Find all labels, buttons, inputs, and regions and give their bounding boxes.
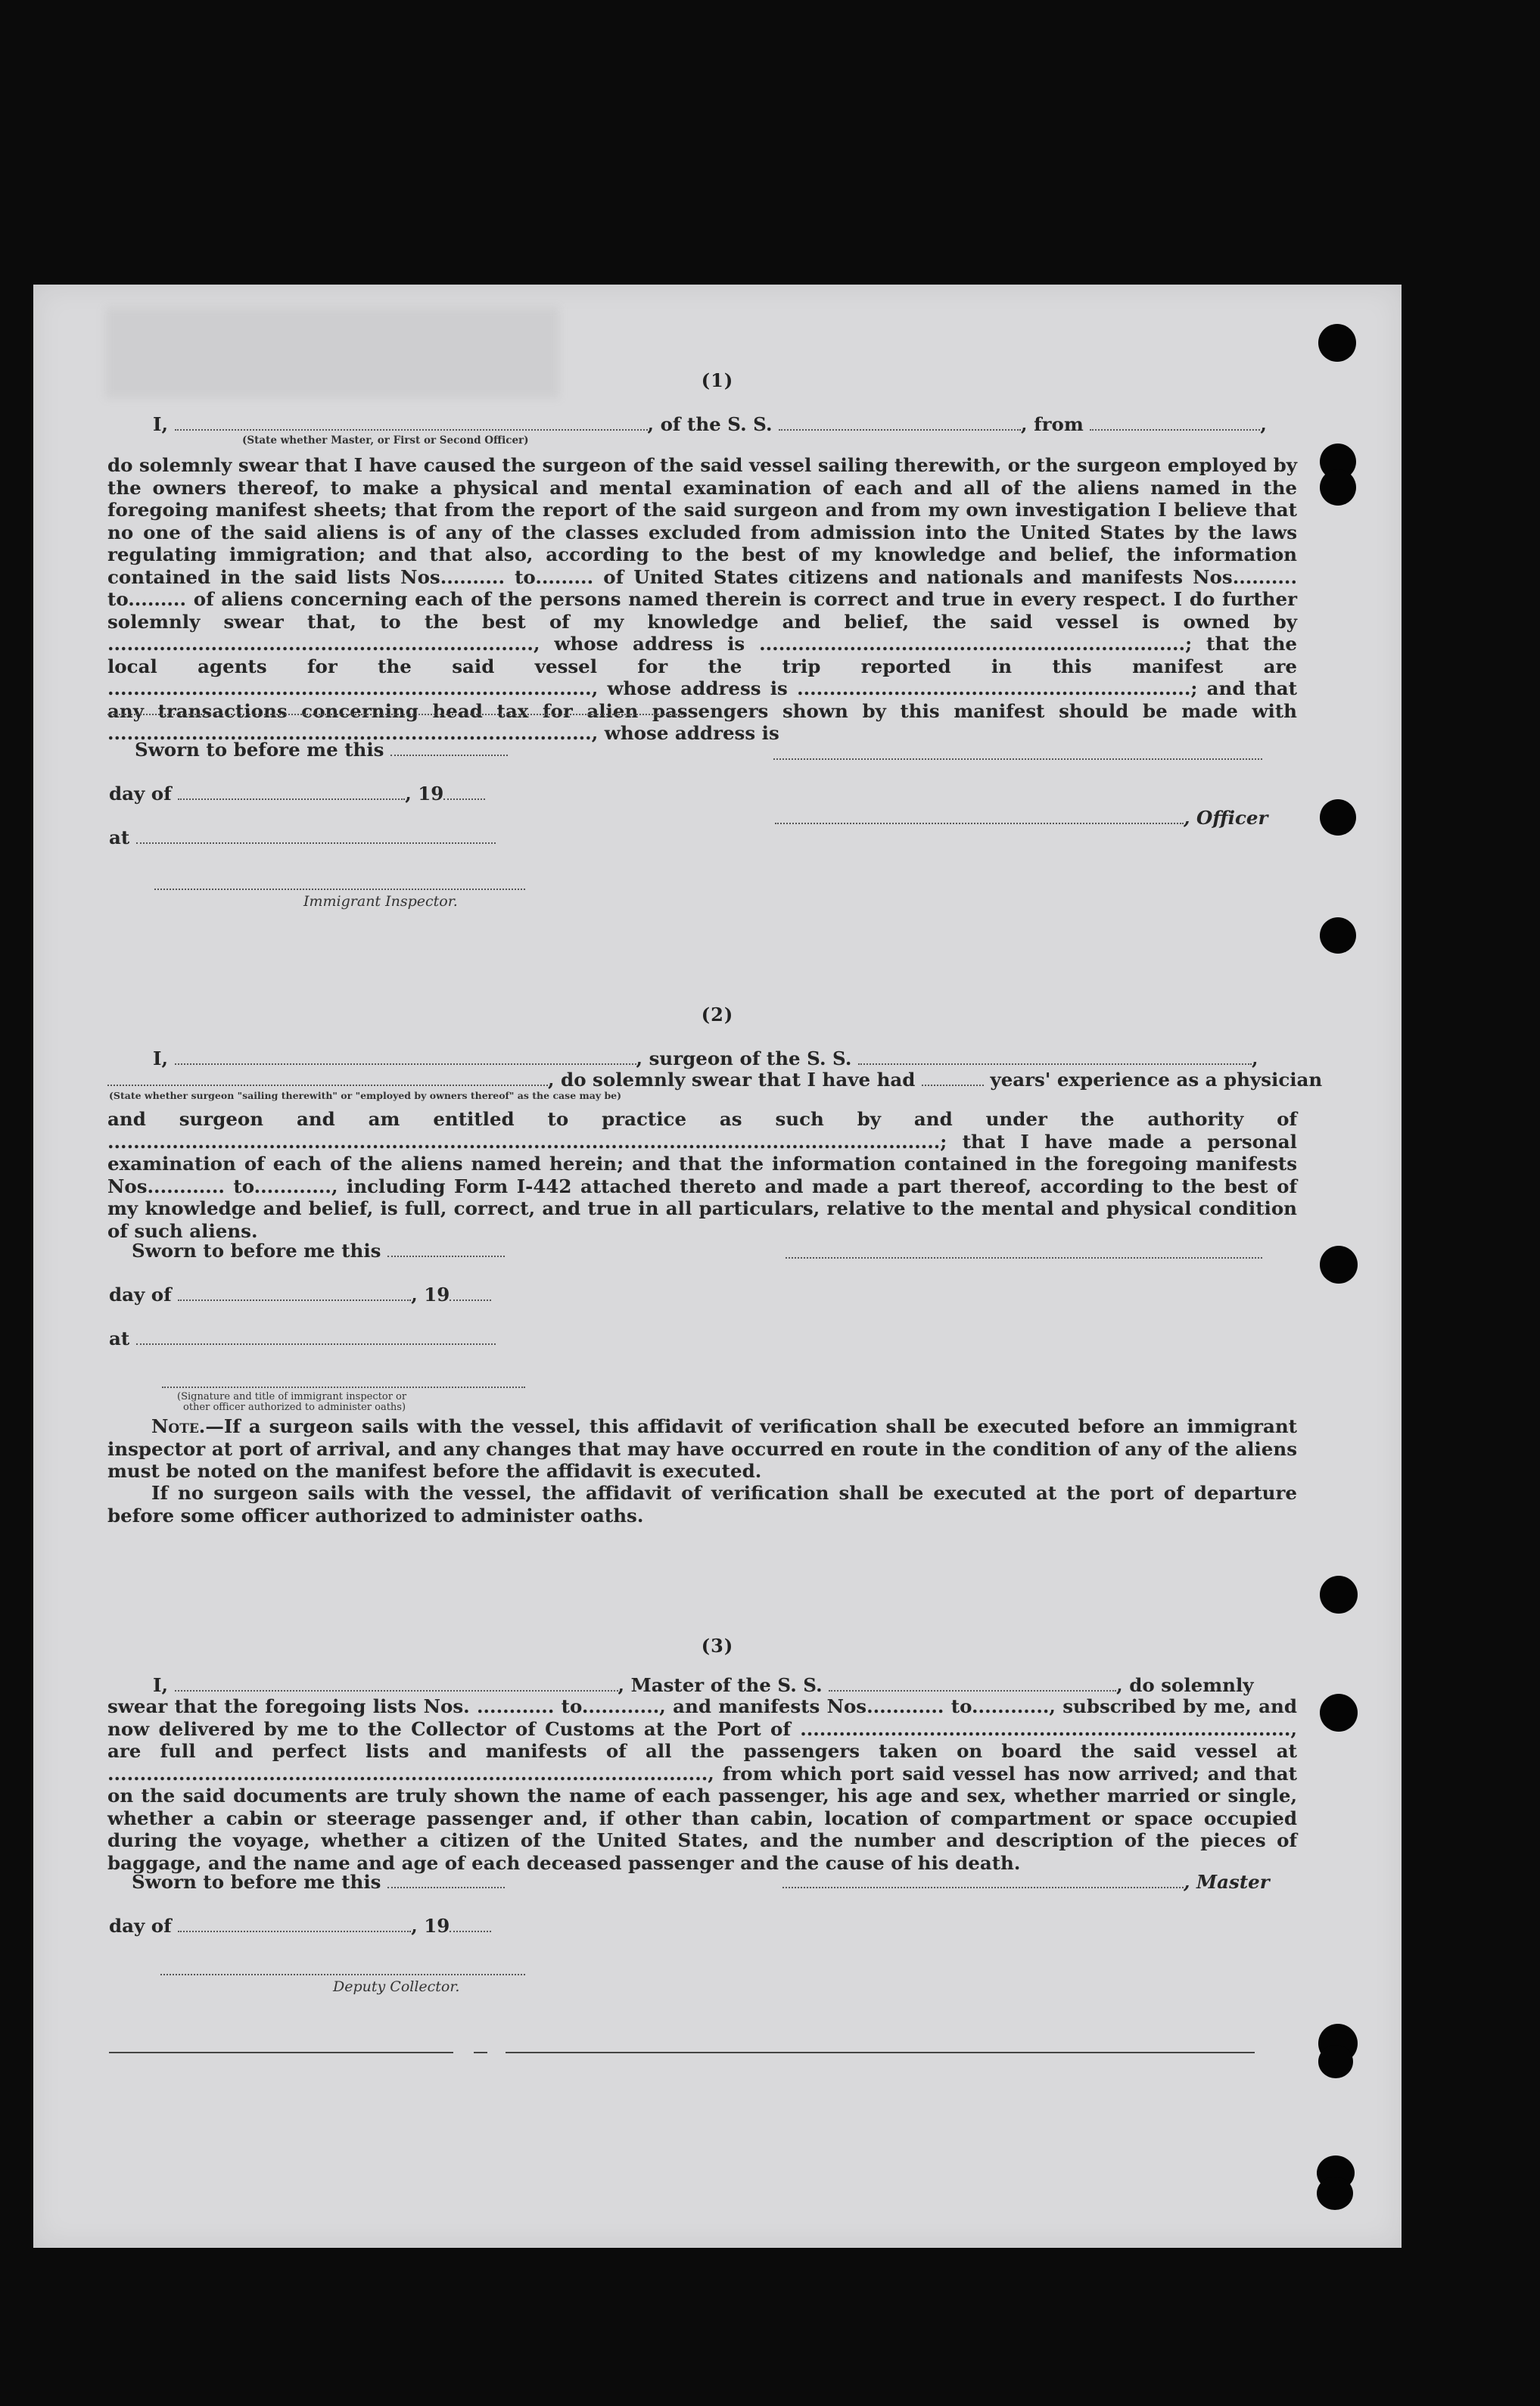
s3-line1 bbox=[153, 1674, 1254, 1696]
s3-day-field[interactable] bbox=[178, 1917, 411, 1932]
s1-caption: (State whether Master, or First or Second Officer) bbox=[242, 434, 529, 447]
s3-collector-line[interactable] bbox=[160, 1974, 525, 1975]
punch-hole-1 bbox=[1318, 324, 1356, 362]
s2-year-label: , 19 bbox=[411, 1284, 450, 1306]
s2-sig-caption-2: other officer authorized to administer oaths) bbox=[183, 1402, 406, 1413]
s2-at-label: at bbox=[109, 1328, 130, 1349]
s3-name-field[interactable] bbox=[175, 1676, 618, 1692]
s1-at-field[interactable] bbox=[136, 829, 496, 844]
s1-day-field[interactable] bbox=[178, 785, 405, 800]
s2-note-2: If no surgeon sails with the vessel, the affidavit of verification shall be executed at the port of departure before some officer authorized to administer oaths. bbox=[107, 1482, 1297, 1527]
section-3-number: (3) bbox=[701, 1635, 734, 1657]
s1-from-label: , from bbox=[1021, 413, 1084, 435]
footer-rule-right bbox=[506, 2052, 1255, 2053]
s2-years-label: years' experience as a physician bbox=[990, 1069, 1323, 1091]
s1-line1: I, , of the S. S. , from , bbox=[153, 413, 1267, 435]
s1-ship-field[interactable] bbox=[779, 416, 1021, 431]
s2-years-field[interactable] bbox=[922, 1071, 984, 1086]
s2-name-field[interactable] bbox=[175, 1050, 636, 1065]
s3-year-field[interactable] bbox=[450, 1917, 491, 1932]
s1-signature-line[interactable] bbox=[773, 758, 1262, 760]
s1-day-line bbox=[109, 783, 485, 805]
s1-officer-sign-field[interactable] bbox=[775, 809, 1184, 824]
s2-day-field[interactable] bbox=[178, 1286, 411, 1301]
s1-sworn-line bbox=[135, 739, 508, 761]
s3-collector-caption: Deputy Collector. bbox=[333, 1978, 460, 1995]
s3-ship-field[interactable] bbox=[829, 1676, 1116, 1692]
punch-hole-6 bbox=[1320, 1246, 1358, 1284]
s3-master-sign-field[interactable] bbox=[782, 1873, 1184, 1888]
s2-note-text: —If a surgeon sails with the vessel, this affidavit of verification shall be executed before an immigrant inspector at port of arrival, and any changes that may have occurred en route in the condition of any of the aliens must be noted on the manifest before the affidavit is executed. bbox=[107, 1415, 1297, 1482]
s1-officer-label: , Officer bbox=[1184, 807, 1268, 829]
s3-swear-label: , do solemnly bbox=[1116, 1674, 1254, 1696]
s1-inspector-caption: Immigrant Inspector. bbox=[303, 893, 458, 910]
s2-year-field[interactable] bbox=[450, 1286, 491, 1301]
s3-master-label: , Master of the S. S. bbox=[618, 1674, 823, 1696]
s1-officer-line bbox=[775, 807, 1268, 829]
section-1-number: (1) bbox=[701, 369, 734, 391]
s1-day-label: day of bbox=[109, 783, 172, 805]
s3-sworn-line bbox=[132, 1871, 505, 1893]
s1-paragraph: do solemnly swear that I have caused the surgeon of the said vessel sailing therewith, or the surgeon employed by the owners thereof, to make a physical and mental examination of each and all of the aliens named in the foregoing manifest sheets; that from the report of the said surgeon and from my own investigation I believe that no one of the said aliens is of any of the classes excluded from admission into the United States by the laws regulating immigration; and that also, according to the best of my knowledge and belief, the information contained in the said lists Nos.......... to......... of United States citizens and nationals and manifests Nos.......... to......... of aliens concerning each of the persons named therein is correct and true in every respect. I do further solemnly swear that, to the best of my knowledge and belief, the said vessel is owned by .................................................................., whose address is ..................................................................; that the local agents for the said vessel for the trip reported in this manifest are ..........................................................................., whose address is .............................................................; and that any transactions concerning head tax for alien passengers shown by this manifest should be made with ..........................................................................., whose address is bbox=[107, 454, 1297, 744]
s2-sailing-field[interactable] bbox=[107, 1071, 548, 1086]
s1-inspector-line[interactable] bbox=[154, 889, 525, 890]
section-2-number: (2) bbox=[701, 1004, 734, 1026]
s2-day-label: day of bbox=[109, 1284, 172, 1306]
s1-from-field[interactable] bbox=[1090, 416, 1260, 431]
s3-paragraph: swear that the foregoing lists Nos. ............ to............, and manifests Nos............ to............, subscribed by me, and now delivered by me to the Collector of Customs at the Port of ............................................................................, are full and perfect lists and manifests of all the passengers taken on board the said vessel at ............................................................................................., from which port said vessel has now arrived; and that on the said documents are truly shown the name of each passenger, his age and sex, whether married or single, whether a cabin or steerage passenger and, if other than cabin, location of compartment or space occupied during the voyage, whether a citizen of the United States, and the number and description of the pieces of baggage, and the name and age of each deceased passenger and the cause of his death. bbox=[107, 1695, 1297, 1874]
s2-paragraph: and surgeon and am entitled to practice as such by and under the authority of .................................................................................................................................; that I have made a personal examination of each of the aliens named herein; and that the information contained in the foregoing manifests Nos............ to............, including Form I-442 attached thereto and made a part thereof, according to the best of my knowledge and belief, is full, correct, and true in all particulars, relative to the mental and physical condition of such aliens. bbox=[107, 1108, 1297, 1242]
s3-day-label: day of bbox=[109, 1915, 172, 1937]
s3-master-line bbox=[782, 1871, 1270, 1893]
s2-note-label: Note. bbox=[151, 1415, 206, 1437]
s2-at-field[interactable] bbox=[136, 1330, 496, 1345]
s2-signature-line[interactable] bbox=[786, 1257, 1262, 1259]
s3-day-line bbox=[109, 1915, 491, 1937]
punch-hole-3 bbox=[1320, 469, 1356, 506]
s1-year-field[interactable] bbox=[443, 785, 485, 800]
s1-i-label: I, bbox=[153, 413, 168, 435]
punch-hole-4 bbox=[1320, 799, 1356, 836]
s1-at-label: at bbox=[109, 826, 130, 848]
s2-sworn-label: Sworn to before me this bbox=[132, 1240, 381, 1262]
s2-sworn-line bbox=[132, 1240, 505, 1262]
footer-rule-dash bbox=[474, 2052, 487, 2053]
s2-sworn-field[interactable] bbox=[387, 1242, 505, 1257]
s1-at-line bbox=[109, 826, 496, 848]
s1-sworn-label: Sworn to before me this bbox=[135, 739, 384, 761]
s1-sworn-field[interactable] bbox=[390, 741, 508, 756]
s2-caption: (State whether surgeon "sailing therewith" or "employed by owners thereof" as the case may be) bbox=[109, 1090, 622, 1101]
punch-hole-8 bbox=[1320, 1694, 1358, 1732]
s2-line2 bbox=[107, 1069, 1322, 1091]
s2-swear-label: , do solemnly swear that I have had bbox=[548, 1069, 916, 1091]
s3-sworn-field[interactable] bbox=[387, 1873, 505, 1888]
s2-line1: I, , surgeon of the S. S. , bbox=[153, 1047, 1258, 1069]
s2-note bbox=[107, 1415, 1297, 1483]
s2-ship-field[interactable] bbox=[858, 1050, 1252, 1065]
s1-officer-field[interactable] bbox=[175, 416, 648, 431]
s2-sig-caption-1: (Signature and title of immigrant inspector or bbox=[177, 1391, 407, 1402]
s2-day-line bbox=[109, 1284, 491, 1306]
punch-hole-7 bbox=[1320, 1576, 1358, 1614]
s3-year-label: , 19 bbox=[411, 1915, 450, 1937]
punch-hole-5 bbox=[1320, 917, 1356, 954]
s1-year-label: , 19 bbox=[405, 783, 444, 805]
footer-rule-left bbox=[109, 2052, 453, 2053]
punch-hole-12 bbox=[1317, 2177, 1353, 2210]
s2-inspector-line[interactable] bbox=[162, 1387, 525, 1388]
s1-ss-label: , of the S. S. bbox=[647, 413, 773, 435]
form-page bbox=[33, 285, 1402, 2248]
punch-hole-10 bbox=[1318, 2045, 1353, 2078]
s3-master-sign-label: , Master bbox=[1184, 1871, 1270, 1893]
s2-surgeon-label: , surgeon of the S. S. bbox=[636, 1047, 852, 1069]
s3-sworn-label: Sworn to before me this bbox=[132, 1871, 381, 1893]
s1-trailing-rule bbox=[107, 714, 683, 715]
s3-i-label: I, bbox=[153, 1674, 168, 1696]
s2-i-label: I, bbox=[153, 1047, 168, 1069]
s2-at-line bbox=[109, 1328, 496, 1349]
